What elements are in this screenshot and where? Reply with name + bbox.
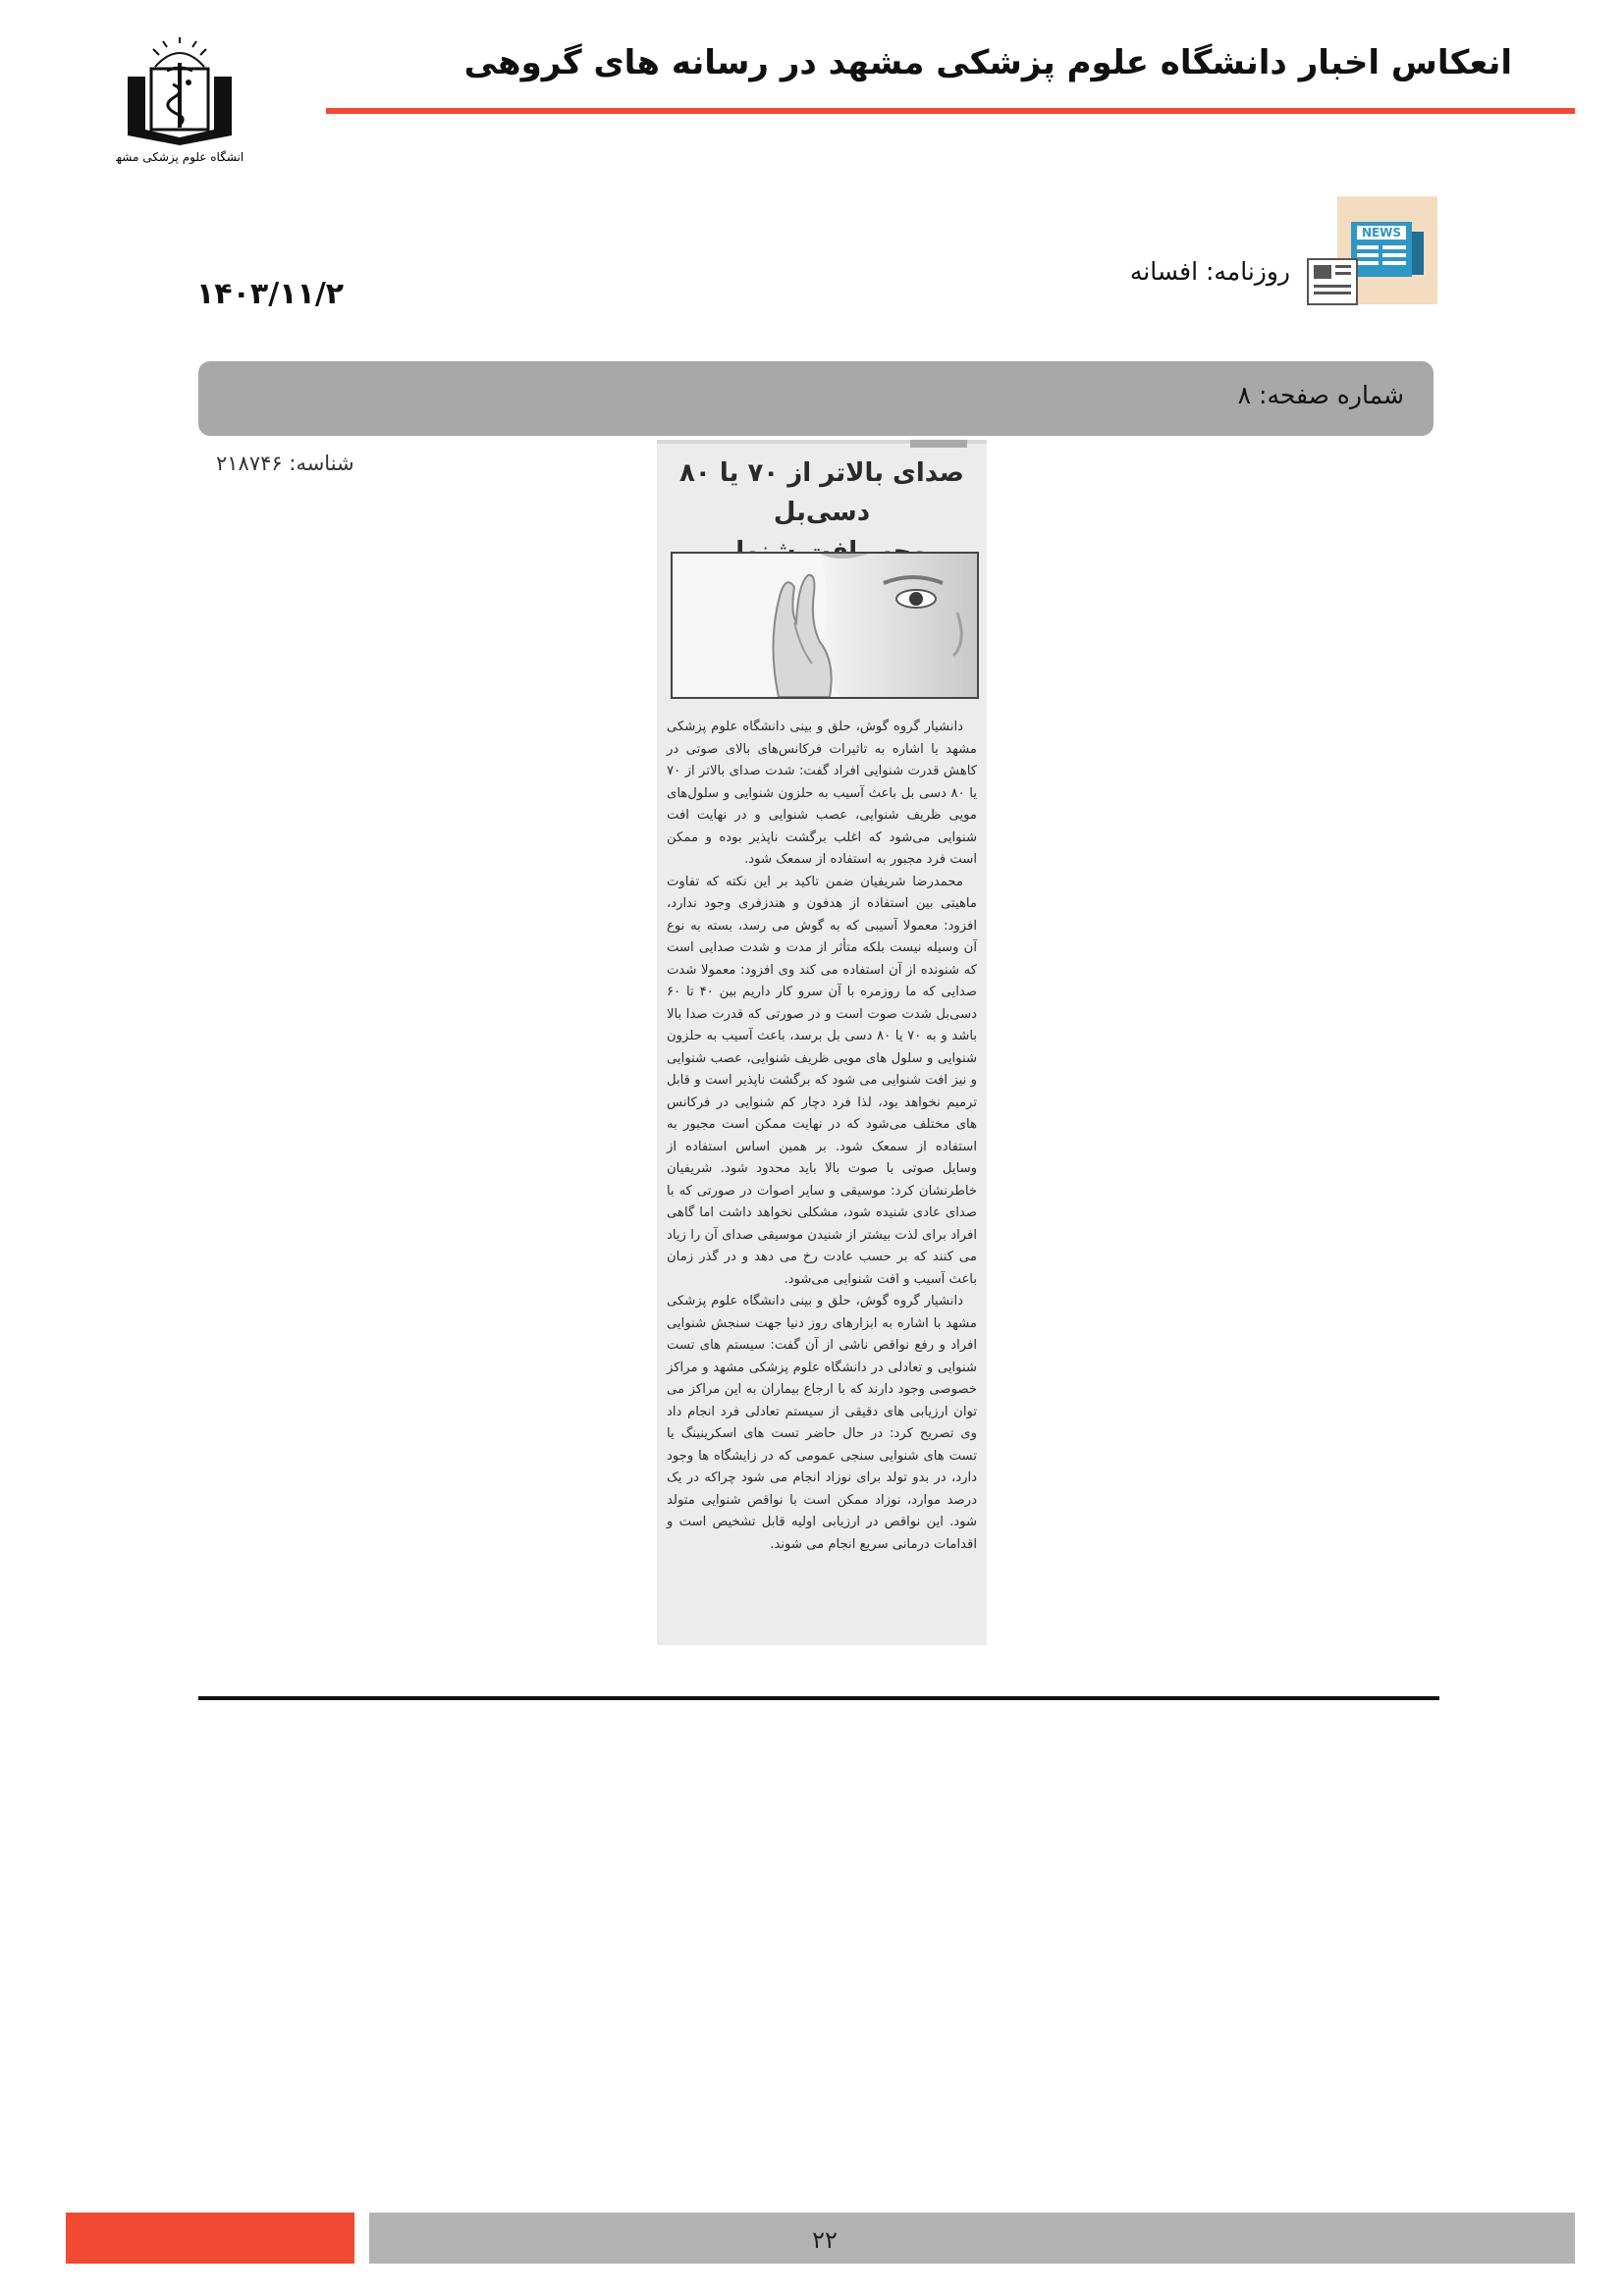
article-photo — [671, 552, 979, 699]
ear-listening-photo-icon — [673, 554, 977, 697]
article-paragraph: دانشیار گروه گوش، حلق و بینی دانشگاه علوم پزشکی مشهد با اشاره به ابزارهای روز دنیا جهت سنجش شنوایی افراد و رفع نواقص ناشی از آن گفت: سیستم های تست شنوایی و تعادلی در دانشگاه علوم پزشکی مشهد و مراکز خصوصی وجود دارند که با ارجاع بیماران به این مراکز می توان ارزیابی های دقیقی از سیستم تعادلی فرد انجام داد وی تصریح کرد: در حال حاضر تست های اسکرینینگ یا تست های شنوایی سنجی عمومی که در زایشگاه ها وجود دارد، در بدو تولد برای نوزاد انجام می شود چراکه در یک درصد موارد، نوزاد ممکن است با نواقص شنوایی متولد شود. این نواقص در ارزیابی اولیه قابل تشخیص است و اقدامات درمانی سریع انجام می شوند. — [667, 1294, 977, 1552]
article-paragraph: محمدرضا شریفیان ضمن تاکید بر این نکته که تفاوت ماهیتی بین استفاده از هدفون و هندزفری وجود ندارد، افزود: معمولا آسیبی که به گوش می رسد، بسته به نوع آن وسیله نیست بلکه متأثر از مدت و شدت صدایی است که شنونده از آن استفاده می کند وی افزود: معمولا شدت صدایی که ما روزمره با آن سرو کار داریم بین ۴۰ تا ۶۰ دسی‌بل شدت صوت است و در صورتی که قدرت صدا بالا باشد و به ۷۰ یا ۸۰ دسی بل برسد، باعث آسیب به حلزون شنوایی و سلول های مویی ظریف شنوایی، عصب شنوایی و نیز افت شنوایی می شود که برگشت ناپذیر است و قابل ترمیم نخواهد بود، لذا فرد دچار کم شنوایی در فرکانس های مختلف می‌شود که در نهایت ممکن است مجبور به استفاده از سمعک شود. بر همین اساس استفاده از وسایل صوتی با صوت بالا باید محدود شود. شریفیان خاطرنشان کرد: موسیقی و سایر اصوات در صورتی که با صدای عادی شنیده شود، مشکلی نخواهد داشت اما گاهی افراد برای لذت بیشتر از شنیدن موسیقی صدای آن را زیاد می کنند که بر حسب عادت رخ می دهد و در گذر زمان باعث آسیب و افت شنوایی می‌شود. — [667, 874, 978, 1287]
article-paragraph: دانشیار گروه گوش، حلق و بینی دانشگاه علوم پزشکی مشهد با اشاره به تاثیرات فرکانس‌های بالای صوتی در کاهش قدرت شنوایی افراد گفت: شدت صدای بالاتر از ۷۰ یا ۸۰ دسی بل باعث آسیب به حلزون شنوایی و سلول‌های مویی ظریف شنوایی، عصب شنوایی و در نهایت افت شنوایی می‌شود که اغلب برگشت ناپذیر بوده و ممکن است فرد مجبور به استفاده از سمعک شود. — [667, 720, 977, 867]
news-icon-label: NEWS — [1361, 226, 1402, 240]
article-body — [667, 717, 977, 1556]
footer-page-number: ۲۲ — [812, 2226, 838, 2254]
header-divider — [326, 108, 1575, 114]
content-divider — [198, 1696, 1439, 1700]
newspaper-icon — [1306, 196, 1437, 310]
clipping-tab — [910, 440, 967, 448]
footer-accent-bar — [66, 2213, 354, 2264]
footer-bar — [369, 2213, 1575, 2264]
university-logo — [116, 37, 244, 167]
headline-line-1: صدای بالاتر از ۷۰ یا ۸۰ دسی‌بل — [679, 458, 964, 527]
publication-date: ۱۴۰۳/۱۱/۲ — [196, 277, 345, 311]
document-identifier: شناسه: ۲۱۸۷۴۶ — [216, 452, 354, 475]
report-title: انعکاس اخبار دانشگاه علوم پزشکی مشهد در رسانه های گروهی — [463, 43, 1512, 82]
newspaper-name: روزنامه: افسانه — [1129, 257, 1290, 286]
logo-caption: دانشگاه علوم پزشکی مشهد — [116, 150, 244, 164]
university-emblem-icon — [116, 37, 244, 167]
page-number: شماره صفحه: ۸ — [1237, 381, 1404, 409]
newspaper-clipping — [657, 440, 987, 1645]
